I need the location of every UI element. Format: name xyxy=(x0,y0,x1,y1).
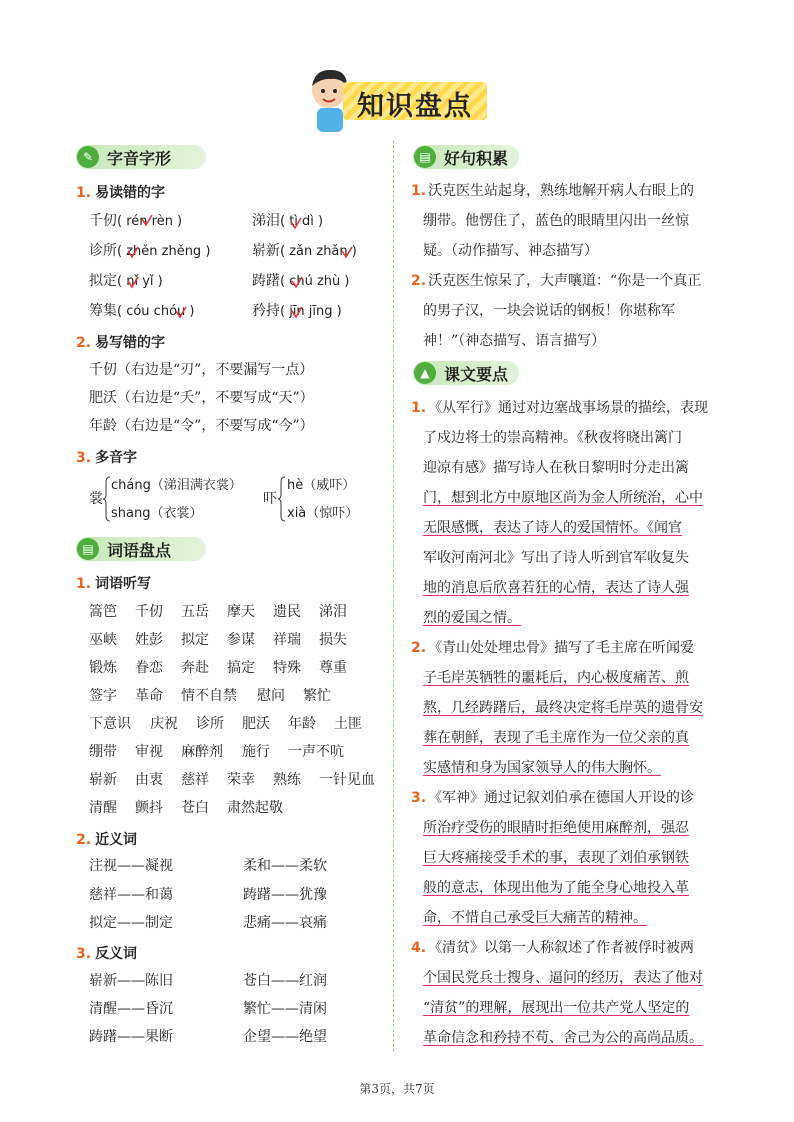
text-line: 疑。（动作描写、神态描写） xyxy=(423,243,598,259)
polyphone-reading: shang（衣裳） xyxy=(111,506,203,521)
vocab-word: 祥瑞 xyxy=(273,632,301,648)
vocab-row xyxy=(89,769,389,797)
book-icon: ▤ xyxy=(414,146,436,168)
pron-item: 千仞( rén rèn ) xyxy=(89,213,183,229)
vocab-word: 革命 xyxy=(135,688,163,704)
vocab-word: 摩天 xyxy=(227,604,255,620)
paragraph xyxy=(411,633,731,783)
vocab-word: 损失 xyxy=(319,632,347,648)
paragraph xyxy=(411,266,731,356)
vocab-word: 审视 xyxy=(135,744,163,760)
text-line: 3. 《军神》通过记叙刘伯承在德国人开设的诊 xyxy=(411,790,695,806)
antonym-pair: 繁忙——清闲 xyxy=(243,1001,327,1017)
text-line: 2. 沃克医生惊呆了，大声嚷道：“你是一个真正 xyxy=(411,273,702,289)
text-line: 无限感慨，表达了诗人的爱国情怀。《闻官 xyxy=(423,520,682,536)
synonym-pair: 踌躇——犹豫 xyxy=(243,887,327,903)
vocab-word: 庆祝 xyxy=(150,716,178,732)
brace-icon xyxy=(103,476,111,522)
vocab-word: 签字 xyxy=(89,688,117,704)
vocab-word: 巫峡 xyxy=(89,632,117,648)
vocab-row xyxy=(89,657,389,685)
pron-item: 踌躇( chú zhù ) xyxy=(252,273,350,289)
item-number: 4. xyxy=(411,940,427,956)
vocab-word: 遗民 xyxy=(273,604,301,620)
vocab-word: 慰问 xyxy=(257,688,285,704)
synonym-pair: 悲痛——哀痛 xyxy=(243,915,327,931)
subheading: 1. 易读错的字 xyxy=(76,185,166,201)
pron-item: 矜持( jīn jīng ) xyxy=(252,303,342,319)
synonym-pair: 柔和——柔软 xyxy=(243,858,327,874)
vocab-row xyxy=(89,713,389,741)
text-line: 革命信念和矜持不苟、舍己为公的高尚品质。 xyxy=(423,1030,703,1046)
text-line: 门，想到北方中原地区尚为金人所统治，心中 xyxy=(423,490,703,506)
sentence-list xyxy=(411,176,731,356)
vocab-word: 肃然起敬 xyxy=(227,800,283,816)
text-line: 神！”（神态描写、语言描写） xyxy=(423,333,606,349)
vocab-word: 奔赴 xyxy=(181,660,209,676)
title-banner xyxy=(303,64,493,136)
item-number: 1. xyxy=(411,400,427,416)
text-line: 巨大疼痛接受手术的事，表现了刘伯承钢铁 xyxy=(423,850,689,866)
vocab-word: 锻炼 xyxy=(89,660,117,676)
vocab-word: 熟练 xyxy=(273,772,301,788)
text-line: 地的消息后欣喜若狂的心情，表达了诗人强 xyxy=(423,580,689,596)
vocab-word: 年龄 xyxy=(288,716,316,732)
subheading: 3. 多音字 xyxy=(76,450,138,466)
vocab-word: 千仞 xyxy=(135,604,163,620)
vocab-word: 苍白 xyxy=(181,800,209,816)
vocab-word: 肥沃 xyxy=(242,716,270,732)
vocab-word: 搞定 xyxy=(227,660,255,676)
page-footer: 第3页，共7页 xyxy=(359,1082,435,1096)
vocab-row xyxy=(89,685,389,713)
vocab-row xyxy=(89,797,389,825)
pron-item: 诊所( zhěn zhěng ) xyxy=(89,243,211,259)
pron-item: 涕泪( tì dì ) xyxy=(252,213,324,229)
text-line: 个国民党兵士搜身、逼问的经历，表达了他对 xyxy=(423,970,703,986)
vocab-word: 颤抖 xyxy=(135,800,163,816)
text-line: 般的意志，体现出他为了能全身心地投入革 xyxy=(423,880,689,896)
text-line: 葬在朝鲜，表现了毛主席作为一位父亲的真 xyxy=(423,730,689,746)
paragraph xyxy=(411,783,731,933)
item-number: 2. xyxy=(411,273,427,289)
polyphone-char: 吓 xyxy=(263,491,277,507)
section-title: 字音字形 xyxy=(107,148,172,168)
vocab-word: 尊重 xyxy=(319,660,347,676)
antonym-pair: 崭新——陈旧 xyxy=(89,973,173,989)
brace-icon xyxy=(278,476,286,522)
antonym-pair: 苍白——红润 xyxy=(243,973,327,989)
vocab-word: 由衷 xyxy=(135,772,163,788)
vocab-word: 姓彭 xyxy=(135,632,163,648)
paragraph xyxy=(411,176,731,266)
subheading: 2. 易写错的字 xyxy=(76,335,166,351)
text-line: 绷带。他愣住了，蓝色的眼睛里闪出一丝惊 xyxy=(423,213,689,229)
synonym-pair: 拟定——制定 xyxy=(89,915,173,931)
text-line: 2. 《青山处处埋忠骨》描写了毛主席在听闻爱 xyxy=(411,640,695,656)
vocab-word: 五岳 xyxy=(181,604,209,620)
item-number: 2. xyxy=(411,640,427,656)
check-mark-icon xyxy=(289,216,303,230)
text-line: 命，不惜自己承受巨大痛苦的精神。 xyxy=(423,910,647,926)
lesson-points xyxy=(411,393,731,1053)
vocab-word: 施行 xyxy=(242,744,270,760)
text-line: “清贫”的理解，展现出一位共产党人坚定的 xyxy=(423,1000,690,1016)
text-line: 所治疗受伤的眼睛时拒绝使用麻醉剂，强忍 xyxy=(423,820,689,836)
vocab-word: 崭新 xyxy=(89,772,117,788)
vocab-word: 清醒 xyxy=(89,800,117,816)
vocab-row xyxy=(89,601,389,629)
polyphone-reading: cháng（涕泪满衣裳） xyxy=(111,478,242,493)
check-mark-icon xyxy=(290,305,304,319)
section-header-kewen xyxy=(413,361,519,385)
paragraph xyxy=(411,933,731,1053)
polyphone-char: 裳 xyxy=(89,491,103,507)
section-title: 好句积累 xyxy=(444,148,509,168)
subheading: 1. 词语听写 xyxy=(76,576,152,592)
section-header-ci xyxy=(76,537,206,561)
vocab-word: 一针见血 xyxy=(319,772,375,788)
vocab-word: 麻醉剂 xyxy=(181,744,223,760)
book-icon: ▤ xyxy=(77,538,99,560)
vocab-word: 诊所 xyxy=(196,716,224,732)
vocab-row xyxy=(89,741,389,769)
section-header-ju xyxy=(413,145,519,169)
text-line: 迎凉有感》描写诗人在秋日黎明时分走出篱 xyxy=(423,460,689,476)
pencil-icon: ✎ xyxy=(77,146,99,168)
text-line: 4. 《清贫》以第一人称叙述了作者被俘时被两 xyxy=(411,940,695,956)
vocab-word: 绷带 xyxy=(89,744,117,760)
check-mark-icon xyxy=(174,305,188,319)
polyphone-reading: hè（威吓） xyxy=(287,478,356,493)
page-title: 知识盘点 xyxy=(357,91,473,122)
synonym-pair: 慈祥——和蔼 xyxy=(89,887,173,903)
antonym-pair: 清醒——昏沉 xyxy=(89,1001,173,1017)
writing-note: 肥沃（右边是“夭”，不要写成“天”） xyxy=(89,390,314,406)
vocab-word: 繁忙 xyxy=(303,688,331,704)
vocab-word: 拟定 xyxy=(181,632,209,648)
vocab-word: 参谋 xyxy=(227,632,255,648)
text-line: 的男子汉，一块会说话的钢板！你堪称军 xyxy=(423,303,675,319)
vocab-word: 土匪 xyxy=(334,716,362,732)
vocab-list xyxy=(89,601,389,825)
text-line: 1. 《从军行》通过对边塞战事场景的描绘，表现 xyxy=(411,400,709,416)
column-divider xyxy=(393,140,394,1052)
text-line: 军收河南河北》写出了诗人听到官军收复失 xyxy=(423,550,689,566)
text-line: 1. 沃克医生站起身，熟练地解开病人右眼上的 xyxy=(411,183,695,199)
synonym-pair: 注视——凝视 xyxy=(89,858,173,874)
check-mark-icon xyxy=(126,275,140,289)
polyphone-reading: xià（惊吓） xyxy=(287,506,359,521)
check-mark-icon xyxy=(340,245,354,259)
vocab-word: 慈祥 xyxy=(181,772,209,788)
check-mark-icon xyxy=(126,245,140,259)
vocab-word: 眷恋 xyxy=(135,660,163,676)
section-title: 课文要点 xyxy=(444,364,509,384)
vocab-word: 下意识 xyxy=(89,716,131,732)
section-title: 词语盘点 xyxy=(107,540,172,560)
pron-item: 拟定( nǐ yǐ ) xyxy=(89,273,163,289)
antonym-pair: 踌躇——果断 xyxy=(89,1029,173,1045)
item-number: 3. xyxy=(411,790,427,806)
vocab-word: 特殊 xyxy=(273,660,301,676)
subheading: 2. 近义词 xyxy=(76,832,138,848)
check-mark-icon xyxy=(140,213,154,227)
vocab-word: 荣幸 xyxy=(227,772,255,788)
subheading: 3. 反义词 xyxy=(76,946,138,962)
text-line: 实感情和身为国家领导人的伟大胸怀。 xyxy=(423,760,661,776)
text-line: 熬，几经踌躇后，最终决定将毛岸英的遗骨安 xyxy=(423,700,703,716)
section-header-zi xyxy=(76,145,206,169)
check-mark-icon xyxy=(290,275,304,289)
vocab-word: 涕泪 xyxy=(319,604,347,620)
pron-item: 筹集( cóu chóu ) xyxy=(89,303,195,319)
vocab-row xyxy=(89,629,389,657)
writing-note: 年龄（右边是“令”，不要写成“今”） xyxy=(89,418,314,434)
graduation-cap-icon: ▲ xyxy=(414,362,436,384)
vocab-word: 情不自禁 xyxy=(181,688,237,704)
text-line: 了戍边将士的崇高精神。《秋夜将晓出篱门 xyxy=(423,430,682,446)
writing-note: 千仞（右边是“刃”，不要漏写一点） xyxy=(89,362,314,378)
paragraph xyxy=(411,393,731,633)
text-line: 烈的爱国之情。 xyxy=(423,610,521,626)
pron-item: 崭新( zǎn zhǎn ) xyxy=(252,243,357,259)
vocab-word: 篙笆 xyxy=(89,604,117,620)
text-line: 子毛岸英牺牲的噩耗后，内心极度痛苦、煎 xyxy=(423,670,689,686)
item-number: 1. xyxy=(411,183,427,199)
vocab-word: 一声不吭 xyxy=(288,744,344,760)
antonym-pair: 企望——绝望 xyxy=(243,1029,327,1045)
